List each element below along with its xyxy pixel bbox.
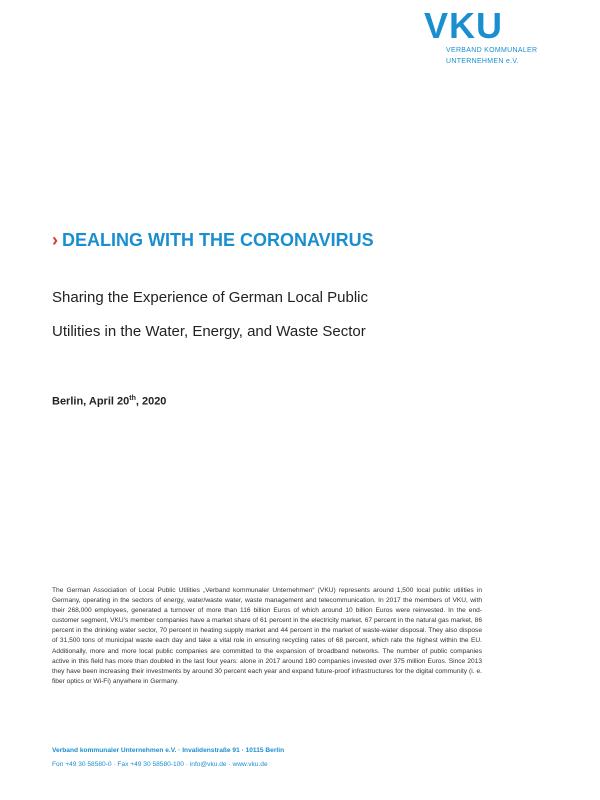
footer-contact: Fon +49 30 58580-0 · Fax +49 30 58580-100 · info@vku.de · www.vku.de xyxy=(52,761,268,768)
heading-title: DEALING WITH THE CORONAVIRUS xyxy=(62,230,374,250)
dateline-suffix: th xyxy=(129,395,136,402)
document-heading xyxy=(52,230,374,251)
dateline xyxy=(52,395,166,408)
body-paragraph: The German Association of Local Public Utilities „Verband kommunaler Unternehmen“ (VKU) represents around 1,500 local public utilities in Germany, operating in the sectors of energy, water/waste water, waste management and telecommunication. In 2017 the members of VKU, with their 268,000 employees, generated a turnover of more than 116 billion Euros of which around 10 billion Euros were reinvested. In the end-customer segment, VKU’s member companies have a market share of 61 percent in the electricity market, 67 percent in the natural gas market, 86 percent in the drinking water sector, 70 percent in heating supply market and 44 percent in the market of waste-water disposal. They also dispose of 31,500 tons of municipal waste each day and take a vital role in ensuring recycling rates of 68 percent, which rate the highest within the EU. Additionally, more and more local public companies are committed to the expansion of broadband networks. The number of public companies active in this field has more than doubled in the last four years: alone in 2017 around 180 companies invested over 375 million Euros. Since 2013 they have been increasing their investments by around 30 percent each year and expand future-proof infrastructures for the digital community (i. e. fiber optics or Wi-Fi) anywhere in Germany. xyxy=(52,587,482,685)
heading-chevron-icon: › xyxy=(52,230,58,250)
dateline-prefix: Berlin, April 20 xyxy=(52,395,130,408)
footer-address: Verband kommunaler Unternehmen e.V. · Invalidenstraße 91 · 10115 Berlin xyxy=(52,747,285,754)
logo-mark: VKU xyxy=(424,5,504,46)
subtitle-line-1: Sharing the Experience of German Local Public xyxy=(52,289,369,306)
dateline-year: , 2020 xyxy=(135,395,167,408)
logo-line-2: UNTERNEHMEN e.V. xyxy=(446,58,519,65)
logo-line-1: VERBAND KOMMUNALER xyxy=(446,47,538,54)
vku-logo xyxy=(424,5,544,66)
subtitle-line-2: Utilities in the Water, Energy, and Waste Sector xyxy=(52,323,366,340)
